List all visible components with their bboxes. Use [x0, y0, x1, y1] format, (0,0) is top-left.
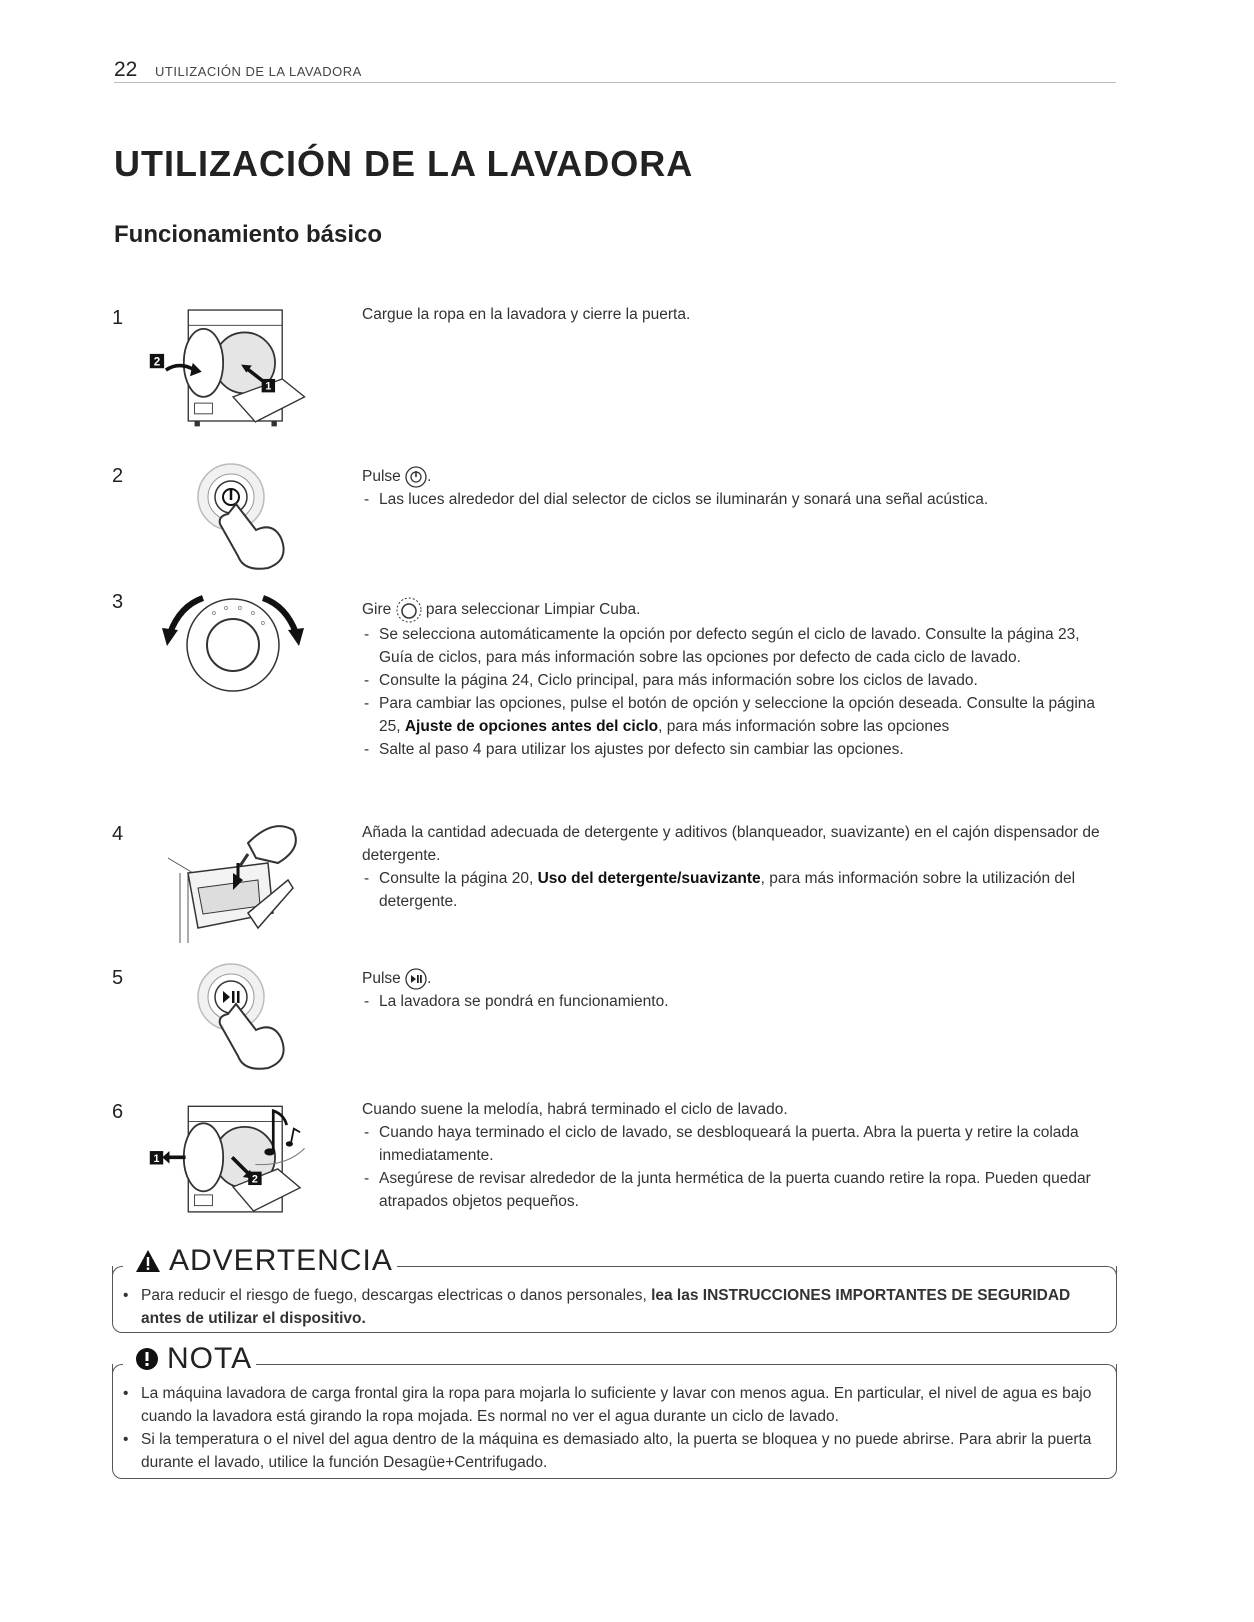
note-text: , para más información sobre la utilización del detergente. — [379, 870, 1076, 910]
warning-text-bold: lea las INSTRUCCIONES IMPORTANTES DE SEGURIDAD antes de utilizar el dispositivo. — [141, 1287, 1071, 1327]
page-title: UTILIZACIÓN DE LA LAVADORA — [114, 143, 694, 184]
warning-title — [131, 1244, 397, 1278]
warning-text: Para reducir el riesgo de fuego, descargas electricas o danos personales, — [141, 1287, 652, 1304]
warning-title-text: ADVERTENCIA — [169, 1244, 393, 1277]
note-title-text: NOTA — [167, 1342, 253, 1375]
step-note — [362, 867, 1117, 913]
step-instruction: Pulse — [362, 468, 401, 485]
callout-2: 2 — [153, 355, 161, 369]
power-button-icon — [405, 466, 427, 488]
washer-unloading-illustration — [148, 1095, 318, 1225]
step-number: 3 — [112, 591, 124, 613]
warning-item — [121, 1284, 1102, 1330]
cycle-dial-icon — [396, 597, 422, 623]
step-number: 6 — [112, 1101, 124, 1123]
note-box — [112, 1342, 1117, 1479]
step-3-text — [362, 597, 1117, 761]
add-detergent-illustration — [148, 818, 318, 948]
svg-text:o: o — [251, 610, 255, 617]
section-label: UTILIZACIÓN DE LA LAVADORA — [155, 64, 362, 79]
callout-1: 1 — [265, 380, 272, 393]
reference-link-detergent: Uso del detergente/suavizante — [537, 870, 761, 887]
step-number: 1 — [112, 307, 124, 329]
note-text: , para más información sobre las opciones — [658, 718, 950, 735]
step-instruction: Pulse — [362, 970, 401, 987]
step-note: - Se selecciona automáticamente la opción por defecto según el ciclo de lavado. Consulte la página 23, Guía de ciclos, para más información sobre las opciones por defecto de cada ciclo de lavado. — [362, 623, 1117, 669]
press-power-illustration — [148, 462, 318, 570]
svg-text:o: o — [212, 610, 216, 617]
step-note — [362, 692, 1117, 738]
info-exclamation-icon — [135, 1347, 159, 1371]
step-note: - La lavadora se pondrá en funcionamiento. — [362, 990, 1117, 1013]
box-corner — [112, 1266, 123, 1277]
note-title — [131, 1342, 256, 1376]
step-instruction-end: para seleccionar Limpiar Cuba. — [425, 601, 641, 619]
step-number: 4 — [112, 823, 124, 845]
warning-list — [121, 1284, 1102, 1330]
note-text: Para cambiar las opciones, pulse el botón de opción y seleccione la opción deseada. Consulte la página 25, — [379, 695, 1096, 735]
step-4-text — [362, 821, 1117, 913]
callout-1: 1 — [153, 1152, 160, 1165]
page-header — [114, 60, 1116, 83]
step-instruction: Gire — [362, 601, 392, 619]
step-note: - Asegúrese de revisar alrededor de la junta hermética de la puerta cuando retire la ropa. Pueden quedar atrapados objetos pequeños. — [362, 1167, 1117, 1213]
note-item: • Si la temperatura o el nivel del agua dentro de la máquina es demasiado alto, la puerta se bloquea y no puede abrirse. Para abrir la puerta durante el lavado, utilice la función Desagüe+Centrifugado. — [121, 1428, 1102, 1474]
step-number: 5 — [112, 967, 124, 989]
page-number: 22 — [114, 58, 138, 81]
washer-loading-illustration — [148, 300, 318, 440]
step-2-text — [362, 465, 1117, 511]
box-corner — [112, 1364, 123, 1375]
step-note: - Las luces alrededor del dial selector de ciclos se iluminarán y sonará una señal acústica. — [362, 488, 1117, 511]
warning-box — [112, 1244, 1117, 1333]
step-instruction: Añada la cantidad adecuada de detergente y aditivos (blanqueador, suavizante) en el cajón dispensador de detergente. — [362, 824, 1100, 864]
step-instruction: Cargue la ropa en la lavadora y cierre la puerta. — [362, 306, 691, 323]
start-pause-button-icon — [405, 968, 427, 990]
svg-text:o: o — [238, 605, 242, 612]
press-start-illustration — [148, 962, 318, 1070]
callout-2: 2 — [251, 1173, 258, 1186]
step-note: - Salte al paso 4 para utilizar los ajustes por defecto sin cambiar las opciones. — [362, 738, 1117, 761]
step-note: - Consulte la página 24, Ciclo principal, para más información sobre los ciclos de lavado. — [362, 669, 1117, 692]
note-list — [121, 1382, 1102, 1474]
box-corner — [1106, 1364, 1117, 1375]
note-item: • La máquina lavadora de carga frontal gira la ropa para mojarla lo suficiente y lavar con menos agua. En particular, el nivel de agua es bajo cuando la lavadora está girando la ropa mojada. Es normal no ver el agua durante un ciclo de lavado. — [121, 1382, 1102, 1428]
step-6-text — [362, 1098, 1117, 1213]
note-text: Consulte la página 20, — [379, 870, 538, 887]
step-instruction-end: . — [427, 970, 432, 987]
box-top-rule — [383, 1266, 1107, 1267]
step-instruction: Cuando suene la melodía, habrá terminado el ciclo de lavado. — [362, 1101, 788, 1118]
step-number: 2 — [112, 465, 124, 487]
svg-text:o: o — [261, 620, 265, 627]
step-instruction-end: . — [427, 468, 432, 485]
box-corner — [1106, 1266, 1117, 1277]
reference-link-options: Ajuste de opciones antes del ciclo — [404, 718, 659, 735]
step-1-text — [362, 303, 1117, 326]
step-note: - Cuando haya terminado el ciclo de lavado, se desbloqueará la puerta. Abra la puerta y retire la colada inmediatamente. — [362, 1121, 1117, 1167]
svg-text:o: o — [224, 605, 228, 612]
warning-triangle-icon — [135, 1249, 161, 1273]
turn-dial-illustration — [148, 588, 318, 700]
section-subtitle: Funcionamiento básico — [114, 221, 383, 248]
box-top-rule — [253, 1364, 1107, 1365]
step-5-text — [362, 967, 1117, 1013]
